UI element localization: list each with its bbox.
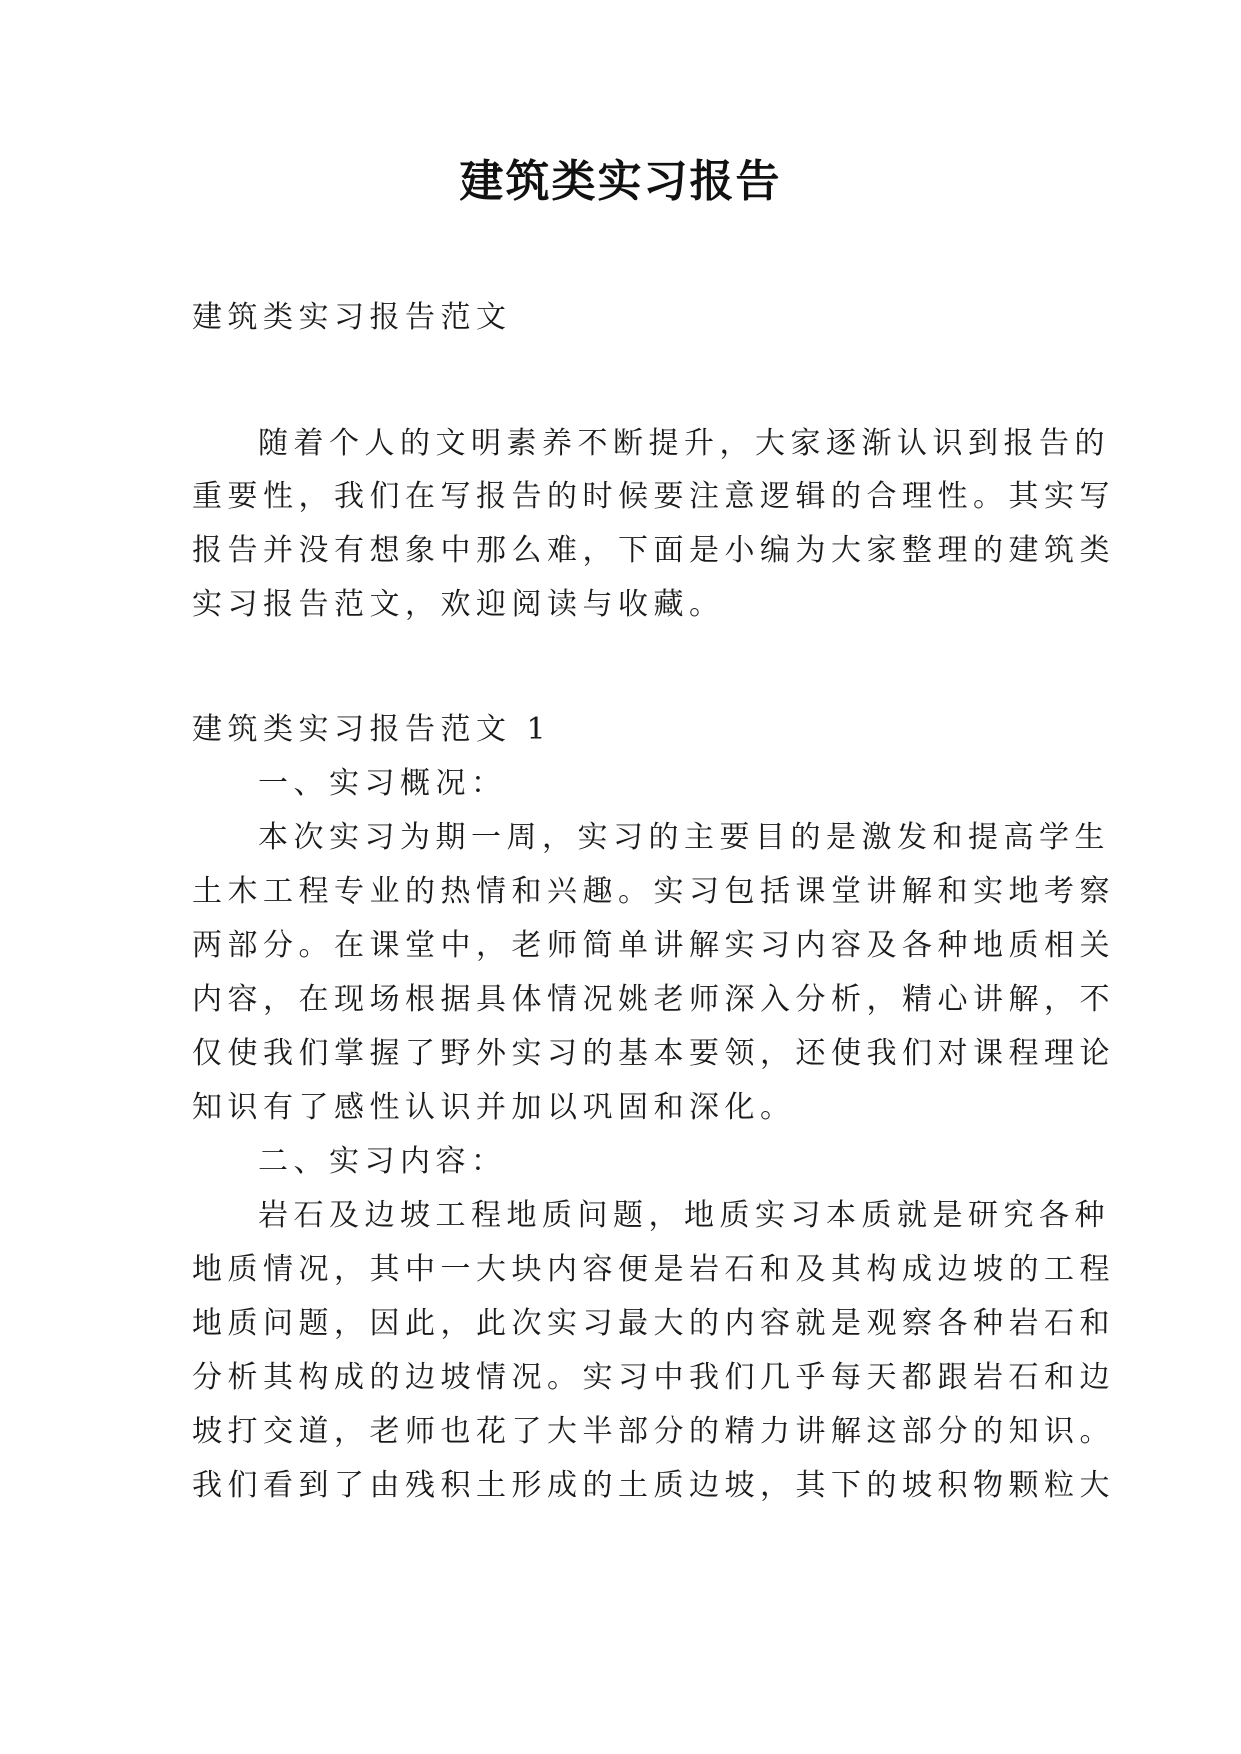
paragraph-line: 本次实习为期一周，实习的主要目的是激发和提高学生: [258, 820, 1110, 855]
document-title: 建筑类实习报告: [459, 156, 782, 207]
paragraph-line: 内容，在现场根据具体情况姚老师深入分析，精心讲解，不: [192, 982, 1115, 1017]
paragraph-line: 知识有了感性认识并加以巩固和深化。: [192, 1090, 796, 1125]
paragraph-line: 土木工程专业的热情和兴趣。实习包括课堂讲解和实地考察: [192, 874, 1115, 909]
intro-line: 实习报告范文，欢迎阅读与收藏。: [192, 587, 725, 622]
paragraph-line: 岩石及边坡工程地质问题，地质实习本质就是研究各种: [258, 1198, 1110, 1233]
paragraph-line: 地质问题，因此，此次实习最大的内容就是观察各种岩石和: [192, 1306, 1115, 1341]
section-heading: 一、实习概况：: [258, 766, 507, 801]
intro-line: 随着个人的文明素养不断提升，大家逐渐认识到报告的: [258, 426, 1110, 461]
intro-line: 报告并没有想象中那么难，下面是小编为大家整理的建筑类: [192, 533, 1115, 568]
intro-line: 重要性，我们在写报告的时候要注意逻辑的合理性。其实写: [192, 479, 1115, 514]
section-title: 建筑类实习报告范文 1: [192, 712, 552, 747]
paragraph-line: 分析其构成的边坡情况。实习中我们几乎每天都跟岩石和边: [192, 1360, 1115, 1395]
paragraph-line: 坡打交道，老师也花了大半部分的精力讲解这部分的知识。: [192, 1414, 1115, 1449]
paragraph-line: 地质情况，其中一大块内容便是岩石和及其构成边坡的工程: [192, 1252, 1115, 1287]
paragraph-line: 我们看到了由残积土形成的土质边坡，其下的坡积物颗粒大: [192, 1468, 1115, 1503]
paragraph-line: 两部分。在课堂中，老师简单讲解实习内容及各种地质相关: [192, 928, 1115, 963]
paragraph-line: 仅使我们掌握了野外实习的基本要领，还使我们对课程理论: [192, 1036, 1115, 1071]
section-heading: 二、实习内容：: [258, 1144, 507, 1179]
document-subtitle: 建筑类实习报告范文: [192, 300, 512, 335]
